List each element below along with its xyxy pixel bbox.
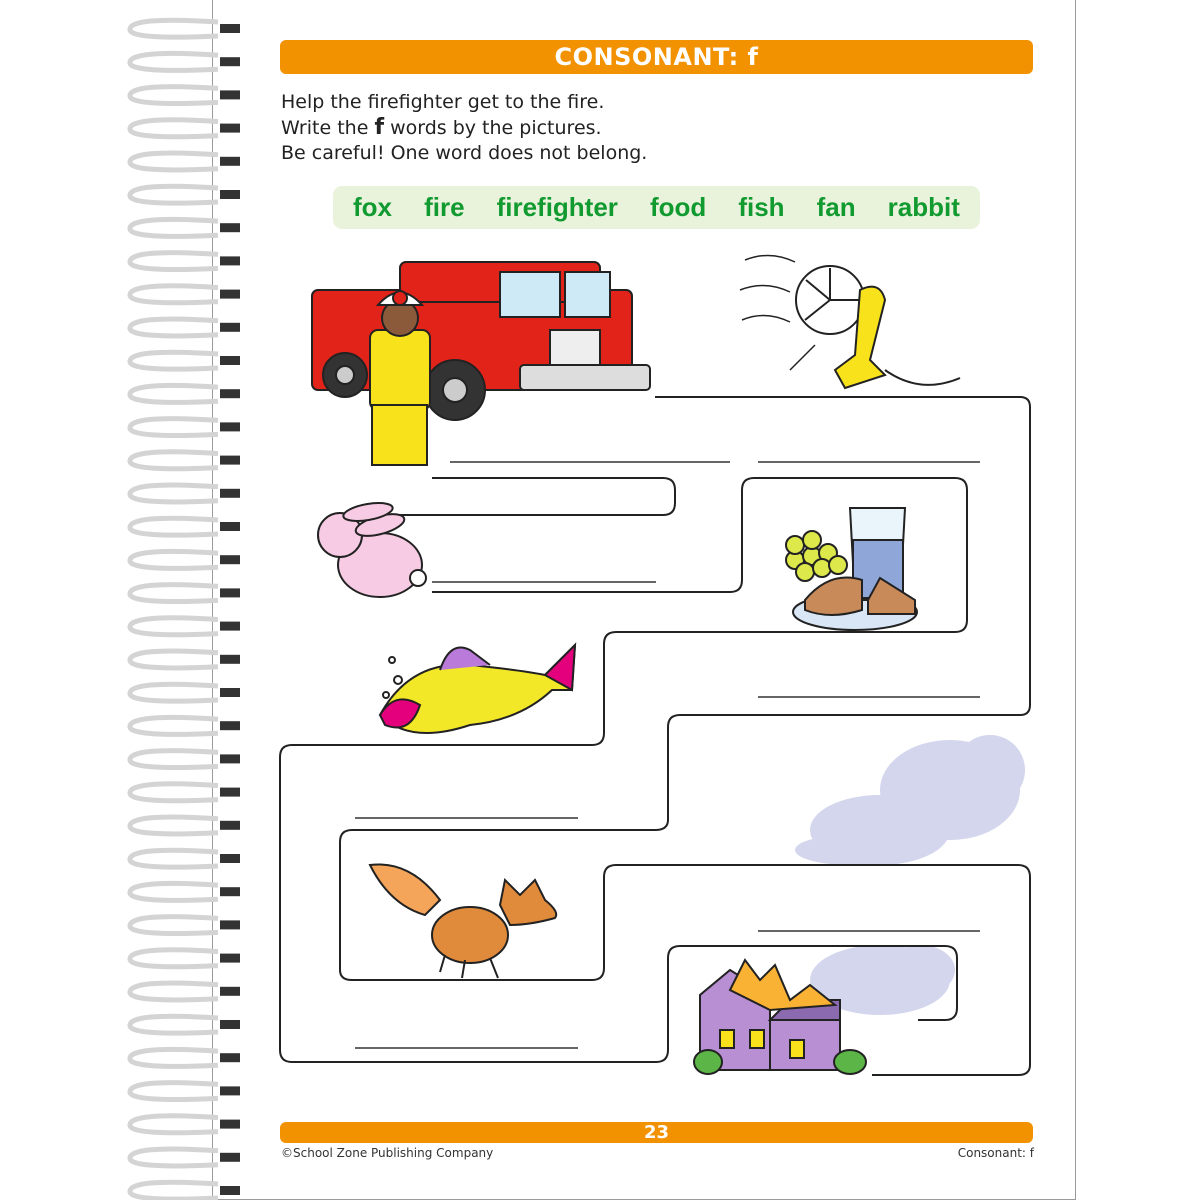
footer-topic: Consonant: f (957, 1146, 1034, 1160)
word-fan: fan (816, 192, 856, 222)
word-food: food (649, 192, 707, 222)
fan-illustration (740, 255, 960, 388)
instruction-text: words by the pictures. (390, 117, 602, 139)
word-fox: fox (353, 192, 393, 222)
instruction-line-3: Be careful! One word does not belong. (281, 142, 648, 164)
page-number: 23 (280, 1122, 1033, 1143)
smoke-illustration (795, 735, 1025, 1015)
instruction-line-1: Help the firefighter get to the fire. (281, 91, 605, 113)
food-illustration (786, 508, 917, 630)
word-rabbit: rabbit (887, 192, 960, 222)
fish-illustration (380, 645, 575, 733)
page-title: CONSONANT: f (280, 40, 1033, 74)
letter-f: f (374, 115, 385, 140)
footer-copyright: ©School Zone Publishing Company (281, 1146, 494, 1160)
word-fish: fish (738, 192, 785, 222)
instruction-text: Write the (281, 117, 369, 139)
fox-illustration (370, 864, 556, 978)
firefighter-illustration (312, 262, 650, 465)
word-fire: fire (424, 192, 465, 222)
word-firefighter: firefighter (496, 192, 618, 222)
